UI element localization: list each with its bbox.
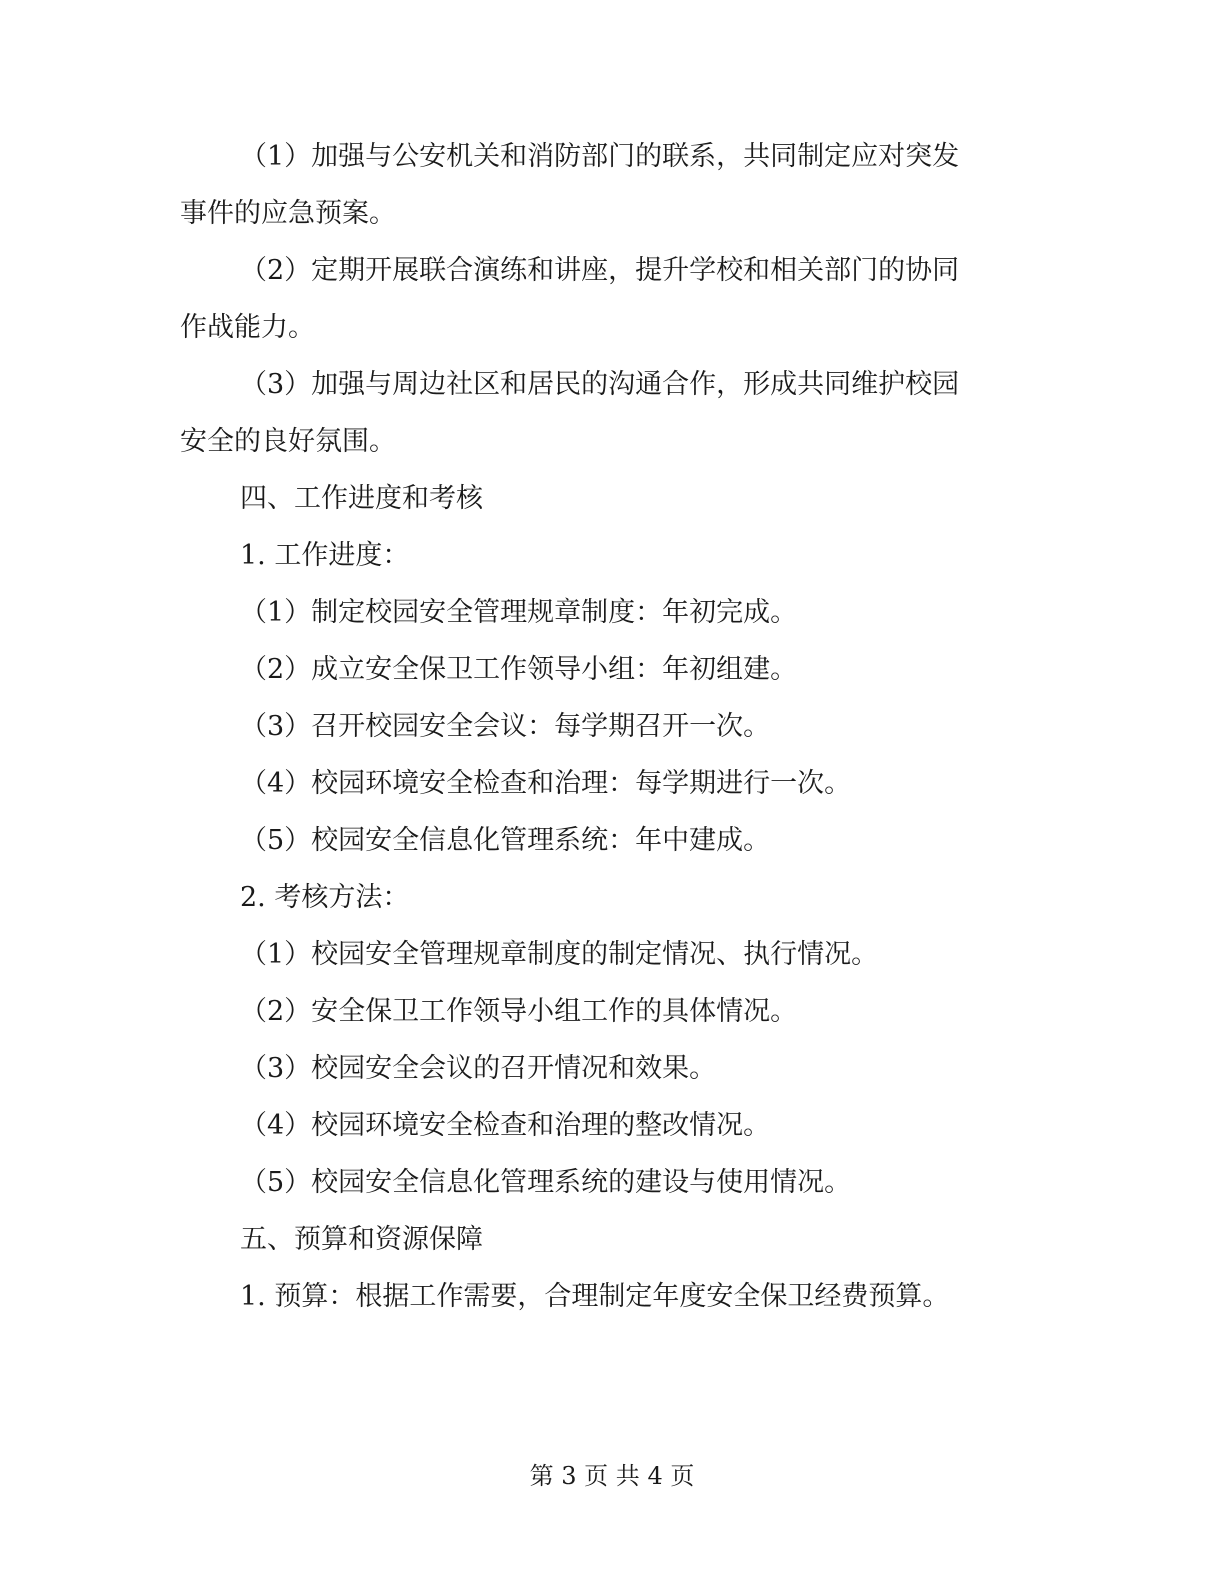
list-item: （5）校园安全信息化管理系统的建设与使用情况。	[240, 1167, 852, 1198]
page-footer: 第 3 页 共 4 页	[529, 1462, 695, 1490]
paragraph-line: （2）定期开展联合演练和讲座，提升学校和相关部门的协同	[240, 255, 960, 286]
paragraph-line: 事件的应急预案。	[180, 198, 396, 229]
list-item: （4）校园环境安全检查和治理的整改情况。	[240, 1110, 771, 1141]
list-item: （2）安全保卫工作领导小组工作的具体情况。	[240, 996, 798, 1027]
list-item: （1）制定校园安全管理规章制度：年初完成。	[240, 597, 798, 628]
list-item: （4）校园环境安全检查和治理：每学期进行一次。	[240, 768, 852, 799]
subsection-heading: 2. 考核方法：	[240, 882, 410, 913]
section-heading: 四、工作进度和考核	[240, 483, 483, 514]
list-item: （2）成立安全保卫工作领导小组：年初组建。	[240, 654, 798, 685]
paragraph-line: （3）加强与周边社区和居民的沟通合作，形成共同维护校园	[240, 369, 960, 400]
section-heading: 五、预算和资源保障	[240, 1224, 483, 1255]
list-item: （1）校园安全管理规章制度的制定情况、执行情况。	[240, 939, 879, 970]
paragraph-line: 安全的良好氛围。	[180, 426, 396, 457]
list-item: （3）校园安全会议的召开情况和效果。	[240, 1053, 717, 1084]
list-item: （3）召开校园安全会议：每学期召开一次。	[240, 711, 771, 742]
list-item: （5）校园安全信息化管理系统：年中建成。	[240, 825, 771, 856]
paragraph-line: 作战能力。	[180, 312, 315, 343]
document-body	[180, 128, 1040, 1325]
subsection-heading: 1. 工作进度：	[240, 540, 410, 571]
paragraph-line: 1. 预算：根据工作需要，合理制定年度安全保卫经费预算。	[240, 1281, 950, 1312]
paragraph-line: （1）加强与公安机关和消防部门的联系，共同制定应对突发	[240, 141, 960, 172]
